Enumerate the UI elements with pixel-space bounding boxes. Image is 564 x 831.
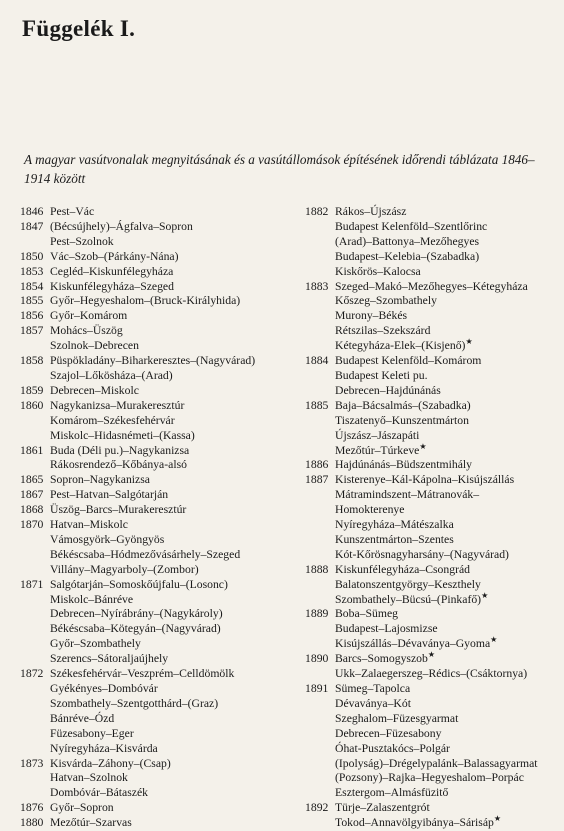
entry-year: 1883 [305,279,329,293]
railway-line: Nyíregyháza–Kisvárda [50,741,158,755]
entry-lines [50,488,292,503]
railway-line: Hatvan–Szolnok [50,771,128,785]
right-column [305,205,560,831]
railway-line: Kisvárda–Záhony–(Csap) [50,756,171,770]
entry-lines [335,458,560,473]
railway-line: Debrecen–Miskolc [50,383,139,397]
timeline-entry [20,280,292,295]
timeline-entry [20,205,292,220]
railway-line: Esztergom–Almásfüzitő [335,786,449,800]
railway-line: Szombathely–Bücsú–(Pinkafő)★ [335,590,489,606]
timeline-entry [20,384,292,399]
left-column [20,205,292,831]
entry-year: 1870 [20,518,44,532]
timeline-entry [20,816,292,831]
timeline-entry [20,473,292,488]
timeline-entry [305,473,560,562]
entry-lines [335,354,560,399]
entry-year: 1855 [20,294,44,308]
timeline-entry [20,324,292,354]
railway-line: (Bécsújhely)–Ágfalva–Sopron [50,219,193,233]
timeline-entry [305,801,560,831]
railway-line: Budapest Kelenföld–Komárom [335,354,482,368]
timeline-entry [20,444,292,474]
railway-line: Üszög–Barcs–Murakeresztúr [50,503,187,517]
entry-lines [335,399,560,459]
entry-year: 1886 [305,458,329,472]
railway-line: Pest–Szolnok [50,234,114,248]
timeline-entry [20,518,292,578]
railway-line: Székesfehérvár–Veszprém–Celldömölk [50,667,235,681]
entry-lines [335,473,560,562]
timeline-entry [305,205,560,280]
railway-line: Kiskunfélegyháza–Csongrád [335,562,471,576]
railway-line: Szerencs–Sátoraljaújhely [50,652,169,666]
entry-lines [50,205,292,220]
entry-year: 1890 [305,652,329,666]
railway-line: (Pozsony)–Rajka–Hegyeshalom–Porpác [335,771,524,785]
timeline-entry [305,354,560,399]
entry-lines [50,220,292,250]
railway-line: Szeged–Makó–Mezőhegyes–Kétegyháza [335,279,528,293]
railway-line: Miskolc–Bánréve [50,592,134,606]
railway-line: Debrecen–Füzesabony [335,726,442,740]
entry-lines [50,801,292,816]
entry-lines [50,816,292,831]
entry-year: 1888 [305,562,329,576]
railway-line: Szombathely–Szentgotthárd–(Graz) [50,696,219,710]
railway-line: Vámosgyörk–Gyöngyös [50,532,165,546]
entry-year: 1880 [20,816,44,830]
railway-line: Szeghalom–Füzesgyarmat [335,711,459,725]
timeline-entry [20,309,292,324]
entry-lines [335,682,560,801]
railway-line: Balatonszentgyörgy–Keszthely [335,577,481,591]
entry-lines [50,280,292,295]
entry-year: 1854 [20,279,44,293]
footnote-star: ★ [465,337,473,347]
railway-line: (Ipolyság)–Drégelypalánk–Balassagyarmat [335,756,538,770]
railway-line: Kót-Kőrösnagyharsány–(Nagyvárad) [335,547,509,561]
entry-year: 1850 [20,249,44,263]
entry-year: 1847 [20,219,44,233]
entry-lines [50,667,292,756]
railway-line: Vác–Szob–(Párkány-Nána) [50,249,179,263]
timeline-entry [305,280,560,355]
railway-line: Rákosrendező–Kőbánya-alsó [50,458,187,472]
entry-year: 1871 [20,577,44,591]
railway-line: Hatvan–Miskolc [50,518,128,532]
entry-year: 1887 [305,473,329,487]
railway-line: Füzesabony–Eger [50,726,134,740]
railway-line: Homokterenye [335,503,405,517]
entry-lines [50,399,292,444]
entry-year: 1846 [20,205,44,218]
railway-line: Baja–Bácsalmás–(Szabadka) [335,398,471,412]
timeline-entry [20,578,292,667]
entry-lines [50,324,292,354]
railway-line: Nagykanizsa–Murakeresztúr [50,398,185,412]
railway-line: Cegléd–Kiskunfélegyháza [50,264,174,278]
entry-lines [50,294,292,309]
entry-lines [50,250,292,265]
timeline-entry [305,682,560,801]
entry-lines [335,205,560,280]
entry-lines [50,265,292,280]
entry-lines [50,444,292,474]
entry-lines [335,801,560,831]
timeline-entry [305,563,560,608]
timeline-entry [20,667,292,756]
entry-lines [50,757,292,802]
timeline-entry [20,250,292,265]
railway-line: Hajdúnánás–Büdszentmihály [335,458,472,472]
entry-year: 1859 [20,383,44,397]
railway-line: Dombóvár–Bátaszék [50,786,149,800]
footnote-star: ★ [481,590,489,600]
railway-line: Debrecen–Nyírábrány–(Nagykároly) [50,607,223,621]
entry-lines [50,503,292,518]
railway-line: Békéscsaba–Hódmezővásárhely–Szeged [50,547,241,561]
footnote-star: ★ [427,650,436,660]
entry-lines [335,563,560,608]
railway-line: Budapest–Lajosmizse [335,622,438,636]
railway-line: Türje–Zalaszentgrót [335,801,430,815]
timeline-entry [20,354,292,384]
footnote-star: ★ [490,635,498,645]
entry-year: 1860 [20,398,44,412]
railway-line: Gyékényes–Dombóvár [50,682,158,695]
railway-line: Nyíregyháza–Mátészalka [335,518,454,532]
entry-year: 1868 [20,503,44,517]
railway-line: Újszász–Jászapáti [335,428,420,442]
railway-line: Győr–Hegyeshalom–(Bruck-Királyhida) [50,294,241,308]
entry-year: 1889 [305,607,329,621]
railway-line: Budapest–Kelebia–(Szabadka) [335,249,480,263]
timeline-entry [20,801,292,816]
entry-lines [335,652,560,682]
railway-line: Bánréve–Ózd [50,711,115,725]
railway-line: (Arad)–Battonya–Mezőhegyes [335,234,480,248]
railway-line: Mezőtúr–Túrkeve★ [335,441,427,457]
entry-year: 1885 [305,398,329,412]
entry-year: 1884 [305,354,329,368]
railway-line: Kőszeg–Szombathely [335,294,437,308]
entry-year: 1891 [305,682,329,695]
railway-line: Óhat-Pusztakócs–Polgár [335,741,450,755]
entry-year: 1865 [20,473,44,487]
entry-lines [335,280,560,355]
railway-line: Győr–Komárom [50,309,128,323]
railway-line: Mezőtúr–Szarvas [50,816,132,830]
entry-year: 1857 [20,324,44,338]
railway-line: Kiskőrös–Kalocsa [335,264,421,278]
entry-year: 1858 [20,354,44,368]
railway-line: Kisújszállás–Dévaványa–Gyoma★ [335,635,498,651]
page-title: Függelék I. [22,16,136,41]
railway-line: Pest–Hatvan–Salgótarján [50,488,169,502]
railway-line: Békéscsaba–Kötegyán–(Nagyvárad) [50,622,221,636]
railway-line: Komárom–Székesfehérvár [50,413,175,427]
railway-line: Ukk–Zalaegerszeg–Rédics–(Csáktornya) [335,667,528,681]
railway-line: Kunszentmárton–Szentes [335,532,454,546]
timeline-entry [20,503,292,518]
railway-line: Szajol–Lőkösháza–(Arad) [50,368,173,382]
timeline-entry [20,488,292,503]
timeline-entry [305,652,560,682]
entry-year: 1872 [20,667,44,681]
entry-year: 1892 [305,801,329,815]
railway-line: Kisterenye–Kál-Kápolna–Kisújszállás [335,473,515,487]
railway-line: Kétegyháza-Elek–(Kisjenő)★ [335,337,473,353]
railway-line: Tokod–Annavölgyibánya–Sárisáp★ [335,814,502,830]
entry-year: 1856 [20,309,44,323]
railway-line: Rákos–Újszász [335,205,407,218]
timeline-entry [20,265,292,280]
railway-line: Mátramindszent–Mátranovák– [335,488,480,502]
timeline-entry [305,458,560,473]
railway-line: Szolnok–Debrecen [50,339,139,353]
railway-line: Miskolc–Hidasnémeti–(Kassa) [50,428,195,442]
timeline-entry [305,607,560,652]
entry-lines [50,309,292,324]
entry-lines [50,518,292,578]
entry-lines [50,384,292,399]
railway-line: Mohács–Üszög [50,324,123,338]
railway-line: Buda (Déli pu.)–Nagykanizsa [50,443,190,457]
footnote-star: ★ [419,441,427,451]
railway-line: Murony–Békés [335,309,408,323]
railway-line: Barcs–Somogyszob★ [335,650,436,666]
timeline-entry [20,399,292,444]
railway-line: Győr–Szombathely [50,637,141,651]
railway-line: Villány–Magyarboly–(Zombor) [50,562,199,576]
entry-year: 1867 [20,488,44,502]
railway-line: Püspökladány–Biharkeresztes–(Nagyvárad) [50,354,256,368]
railway-line: Dévaványa–Kót [335,696,411,710]
railway-line: Salgótarján–Somoskőújfalu–(Losonc) [50,577,228,591]
entry-year: 1853 [20,264,44,278]
railway-line: Budapest Keleti pu. [335,368,428,382]
timeline-entry [20,757,292,802]
table-caption: A magyar vasútvonalak megnyitásának és a vasútállomások építésének időrendi táblázata 1846–1914 között [24,152,535,186]
railway-line: Győr–Sopron [50,801,114,815]
entry-year: 1882 [305,205,329,218]
entry-lines [50,354,292,384]
railway-line: Budapest Kelenföld–Szentlőrinc [335,219,488,233]
railway-line: Sümeg–Tapolca [335,682,411,695]
railway-line: Kiskunfélegyháza–Szeged [50,279,174,293]
railway-line: Rétszilas–Szekszárd [335,324,431,338]
footnote-star: ★ [493,814,502,824]
railway-line: Debrecen–Hajdúnánás [335,383,441,397]
railway-line: Pest–Vác [50,205,95,218]
entry-lines [50,578,292,667]
timeline-entry [20,294,292,309]
entry-year: 1876 [20,801,44,815]
railway-line: Boba–Sümeg [335,607,398,621]
entry-lines [335,607,560,652]
entry-year: 1861 [20,443,44,457]
railway-line: Tiszatenyő–Kunszentmárton [335,413,469,427]
timeline-entry [20,220,292,250]
timeline-entry [305,399,560,459]
entry-lines [50,473,292,488]
entry-year: 1873 [20,756,44,770]
railway-line: Sopron–Nagykanizsa [50,473,150,487]
